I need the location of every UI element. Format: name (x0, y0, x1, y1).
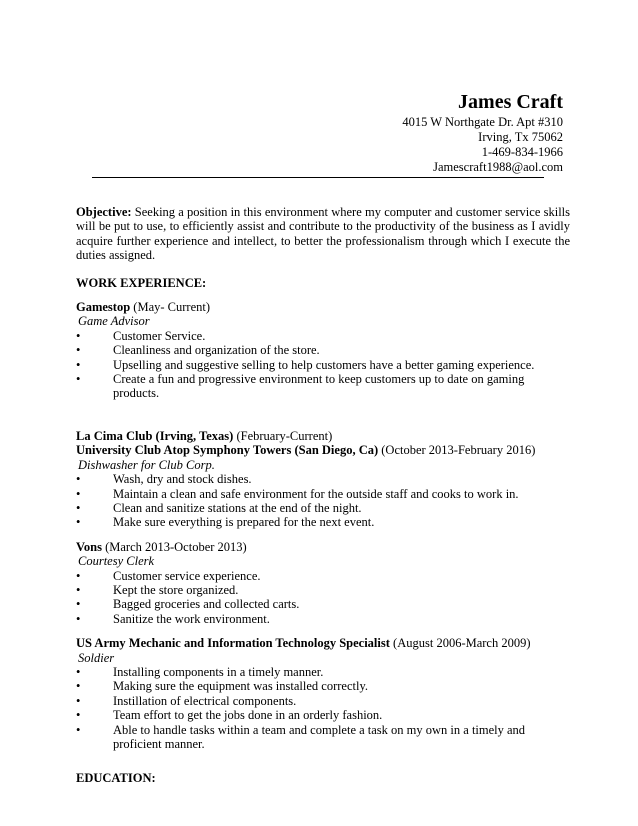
bullet-icon: • (76, 328, 81, 343)
bullet-icon: • (76, 568, 81, 583)
job-gamestop (76, 300, 570, 401)
list-item: • Maintain a clean and safe environment for the outside staff and cooks to work in. (76, 486, 519, 501)
job-duties-list (76, 665, 570, 751)
address-line-2: Irving, Tx 75062 (478, 130, 563, 144)
education-heading: EDUCATION: (76, 771, 156, 786)
list-item: • Customer service experience. (76, 568, 261, 583)
objective-section (76, 205, 570, 263)
job-club-corp (76, 429, 570, 530)
bullet-icon: • (76, 611, 81, 626)
list-item: • Sanitize the work environment. (76, 611, 270, 626)
bullet-icon: • (76, 343, 81, 358)
list-item: • Clean and sanitize stations at the end of the night. (76, 500, 362, 515)
bullet-icon: • (76, 472, 81, 487)
bullet-icon: • (76, 500, 81, 515)
list-item: • Installing components in a timely manner. (76, 664, 324, 679)
bullet-icon: • (76, 486, 81, 501)
job-dates: (March 2013-October 2013) (101, 539, 247, 554)
email-address: Jamescraft1988@aol.com (433, 160, 563, 174)
resume-header (402, 90, 563, 175)
list-item: • Instillation of electrical components. (76, 693, 297, 708)
list-item: • Create a fun and progressive environment to keep customers up to date on gaming products. (76, 372, 525, 401)
bullet-icon: • (76, 372, 81, 387)
bullet-icon: • (76, 597, 81, 612)
job-company: Vons (76, 539, 102, 554)
list-item: • Making sure the equipment was installed correctly. (76, 679, 369, 694)
job-duties-list (76, 569, 570, 627)
job-company-secondary: University Club Atop Symphony Towers (San Diego, Ca) (76, 443, 379, 458)
bullet-icon: • (76, 693, 81, 708)
resume-body (76, 205, 570, 786)
job-dates: (May- Current) (130, 300, 211, 315)
objective-label: Objective: (76, 205, 132, 219)
bullet-icon: • (76, 582, 81, 597)
job-duties-list (76, 329, 570, 401)
job-dates-secondary: (October 2013-February 2016) (378, 443, 536, 458)
bullet-icon: • (76, 664, 81, 679)
work-experience-heading: WORK EXPERIENCE: (76, 275, 207, 290)
list-item: • Make sure everything is prepared for the next event. (76, 515, 375, 530)
address-line-1: 4015 W Northgate Dr. Apt #310 (402, 115, 563, 129)
job-duties-list (76, 472, 570, 530)
job-us-army (76, 636, 570, 751)
list-item: • Customer Service. (76, 328, 206, 343)
list-item: • Team effort to get the jobs done in an orderly fashion. (76, 708, 383, 723)
header-divider (92, 177, 544, 178)
job-role: Dishwasher for Club Corp. (78, 457, 215, 472)
job-dates: (February-Current) (233, 428, 333, 443)
job-company: La Cima Club (Irving, Texas) (76, 428, 234, 443)
job-role: Courtesy Clerk (78, 554, 155, 569)
bullet-icon: • (76, 679, 81, 694)
bullet-icon: • (76, 708, 81, 723)
job-company: Gamestop (76, 300, 131, 315)
phone-number: 1-469-834-1966 (481, 145, 563, 159)
list-item: • Able to handle tasks within a team and complete a task on my own in a timely and proficient manner. (76, 722, 526, 751)
list-item: • Cleanliness and organization of the store. (76, 343, 320, 358)
list-item: • Kept the store organized. (76, 582, 239, 597)
job-vons (76, 540, 570, 626)
bullet-icon: • (76, 722, 81, 737)
list-item: • Upselling and suggestive selling to help customers have a better gaming experience. (76, 357, 535, 372)
job-role: Game Advisor (78, 314, 150, 329)
job-company: US Army Mechanic and Information Technology Specialist (76, 636, 390, 651)
job-dates: (August 2006-March 2009) (389, 636, 531, 651)
objective-text: Seeking a position in this environment where my computer and customer service skills will be put to use, to efficiently assist and contribute to the productivity of the business as I avidly acquire further experience and intellect, to better the professionalism through which I execute the duties assigned. (76, 205, 570, 263)
list-item: • Wash, dry and stock dishes. (76, 472, 252, 487)
candidate-name: James Craft (458, 91, 563, 113)
spacer (76, 401, 570, 419)
bullet-icon: • (76, 515, 81, 530)
list-item: • Bagged groceries and collected carts. (76, 597, 300, 612)
job-role: Soldier (78, 650, 115, 665)
bullet-icon: • (76, 357, 81, 372)
